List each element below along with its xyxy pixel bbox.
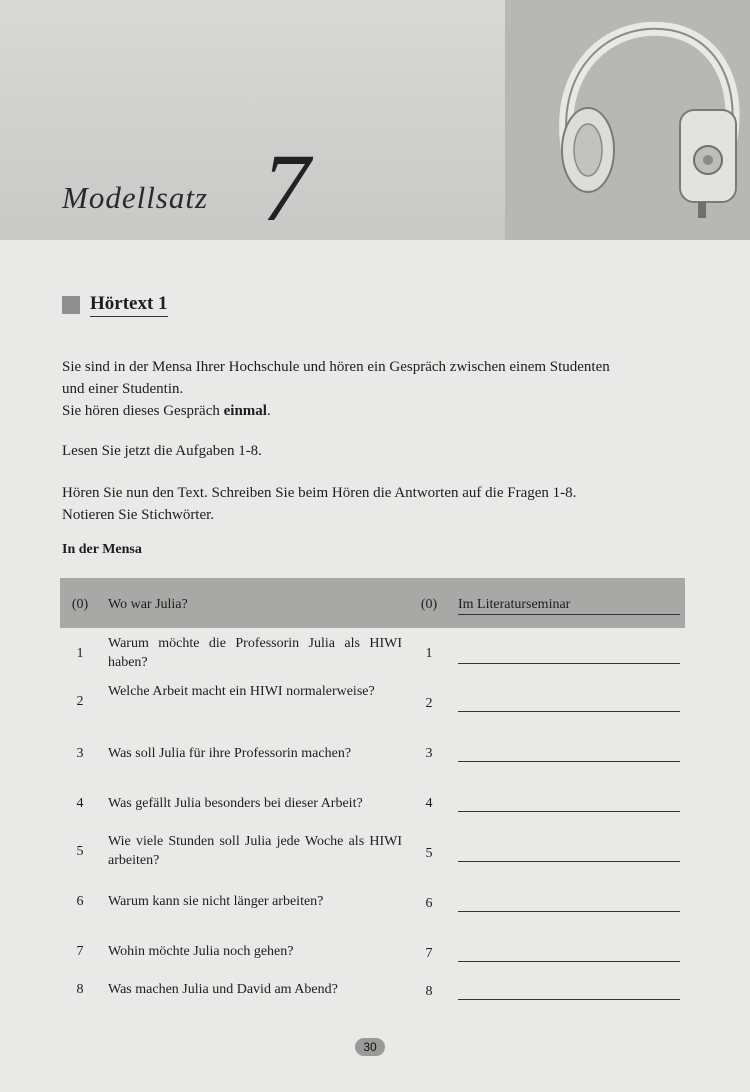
table-row — [60, 828, 685, 878]
table-row — [60, 778, 685, 828]
table-row — [60, 628, 685, 678]
question-text: Was gefällt Julia besonders bei dieser Arbeit? — [108, 796, 363, 811]
answer-line[interactable] — [458, 792, 680, 812]
headphones-icon — [530, 10, 750, 220]
answer-number: 7 — [425, 946, 433, 961]
question-text: Warum kann sie nicht länger arbeiten? — [108, 894, 324, 909]
question-text: Wohin möchte Julia noch gehen? — [108, 944, 294, 959]
instruction-punct: . — [266, 403, 271, 419]
instruction-paragraph-2: Lesen Sie jetzt die Aufgaben 1-8. — [62, 443, 262, 459]
example-row — [60, 578, 685, 628]
example-answer: Im Literaturseminar — [458, 595, 680, 615]
answer-number: 2 — [425, 696, 433, 711]
section-title: Hörtext 1 — [90, 293, 168, 317]
question-number: 5 — [76, 844, 84, 859]
answer-line[interactable] — [458, 892, 680, 912]
answer-number: 3 — [425, 746, 433, 761]
question-number: 3 — [76, 746, 84, 761]
answer-number: 1 — [425, 646, 433, 661]
answer-line[interactable] — [458, 942, 680, 962]
instruction-line: Notieren Sie Stichwörter. — [62, 507, 215, 523]
question-text: Wo war Julia? — [108, 597, 188, 612]
question-table — [60, 578, 685, 1016]
question-number: 8 — [76, 982, 84, 997]
answer-number: 8 — [425, 984, 433, 999]
section-heading — [62, 293, 168, 317]
question-number: 2 — [76, 694, 84, 709]
answer-line[interactable] — [458, 644, 680, 664]
table-row — [60, 972, 685, 1016]
instruction-line: Sie sind in der Mensa Ihrer Hochschule und hören ein Gespräch zwischen einem Studenten — [62, 359, 610, 375]
header-image-panel — [505, 0, 750, 240]
question-text: Welche Arbeit macht ein HIWI normalerweise? — [108, 684, 375, 699]
table-row — [60, 728, 685, 778]
question-text: Wie viele Stunden soll Julia jede Woche als HIWI arbeiten? — [108, 834, 402, 868]
answer-line[interactable] — [458, 692, 680, 712]
table-row — [60, 678, 685, 728]
answer-number: 5 — [425, 846, 433, 861]
emphasis-text: einmal — [223, 403, 267, 419]
answer-number: 6 — [425, 896, 433, 911]
answer-number: 4 — [425, 796, 433, 811]
question-number: 4 — [76, 796, 84, 811]
question-number: (0) — [71, 597, 89, 612]
answer-line[interactable] — [458, 742, 680, 762]
table-row — [60, 878, 685, 928]
instruction-paragraph-3 — [62, 482, 702, 526]
page-title: Modellsatz — [62, 180, 209, 215]
question-number: 1 — [76, 646, 84, 661]
instruction-paragraph-1 — [62, 356, 702, 422]
instruction-line: Hören Sie nun den Text. Schreiben Sie beim Hören die Antworten auf die Fragen 1-8. — [62, 485, 577, 501]
instruction-line: und einer Studentin. — [62, 381, 184, 397]
question-number: 7 — [76, 944, 84, 959]
answer-number: (0) — [420, 597, 438, 612]
modellsatz-number: 7 — [262, 134, 310, 241]
answer-line[interactable] — [458, 980, 680, 1000]
instruction-line: Sie hören dieses Gespräch — [62, 403, 224, 419]
section-square-icon — [62, 296, 80, 314]
question-number: 6 — [76, 894, 84, 909]
question-text: Was machen Julia und David am Abend? — [108, 982, 338, 997]
page-number: 30 — [355, 1038, 385, 1056]
table-row — [60, 928, 685, 972]
question-text: Warum möchte die Professorin Julia als HIWI haben? — [108, 636, 402, 670]
subheading: In der Mensa — [62, 542, 142, 557]
question-text: Was soll Julia für ihre Professorin machen? — [108, 746, 352, 761]
answer-line[interactable] — [458, 842, 680, 862]
